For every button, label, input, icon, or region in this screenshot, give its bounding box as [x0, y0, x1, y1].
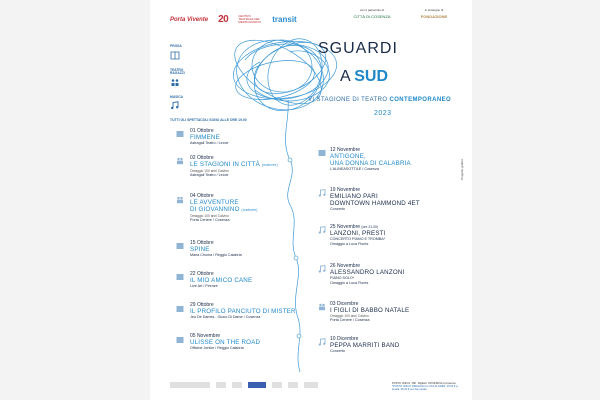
- subtitle-prefix: VI STAGIONE DI TEATRO: [308, 97, 388, 103]
- event-date: 22 Ottobre: [190, 271, 214, 277]
- event-note: (matinée): [261, 163, 278, 167]
- event-title: LANZONI, PRESTI: [330, 230, 386, 237]
- event-left-5: [190, 302, 296, 320]
- comune-crest-logo: CITTÀ DI COSENZA: [353, 14, 391, 19]
- event-title: FIMMENE: [190, 134, 220, 141]
- event-date: 29 Ottobre: [190, 302, 214, 308]
- event-date: 03 Dicembre: [330, 301, 359, 307]
- event-venue: Mana Chuma / Reggio Calabria: [190, 253, 242, 257]
- event-date: 26 Novembre: [330, 263, 361, 269]
- book-icon: [176, 130, 184, 138]
- music-note-icon: [318, 338, 326, 346]
- event-date: 19 Novembre: [330, 187, 361, 193]
- event-left-2: [190, 193, 258, 223]
- header-logos: [170, 14, 297, 25]
- event-title-2: DOWNTOWN HAMMOND 4ET: [330, 200, 420, 207]
- event-date: 15 Ottobre: [190, 240, 214, 246]
- event-right-0: [330, 147, 411, 172]
- event-note: (ore 21.00): [361, 225, 378, 229]
- event-subtitle: CONCERTO PIANO E TROMBA*: [330, 237, 386, 241]
- event-title: ANTIGONE,: [330, 153, 366, 160]
- event-venue: L'ALINEASOTTILE / Cosenza: [330, 167, 379, 171]
- children-icon: [176, 157, 184, 165]
- title-line2: [340, 68, 388, 86]
- sponsor-logo: [170, 382, 210, 388]
- music-note-icon: [170, 101, 180, 110]
- legend-musica-label: MUSICA: [170, 94, 184, 99]
- event-title: LE AVVENTURE: [190, 199, 239, 206]
- event-venue: Omaggio a Luca Flores: [330, 241, 369, 246]
- event-title: LE STAGIONI IN CITTÀ: [190, 161, 260, 168]
- event-date: 05 Novembre: [190, 333, 221, 339]
- partner-comune: [350, 8, 394, 19]
- fondazione-logo: FONDAZIONE: [420, 14, 448, 19]
- subtitle-bold: CONTEMPORANEO: [389, 97, 452, 103]
- partner-caption: in sostegno di: [424, 8, 444, 12]
- event-title: ULISSE ON THE ROAD: [190, 339, 261, 346]
- event-left-1: [190, 155, 278, 178]
- event-date: 10 Dicembre: [330, 336, 359, 342]
- event-right-4: [330, 301, 409, 323]
- book-icon: [318, 149, 326, 157]
- event-subtitle: PIANO SOLO*: [330, 276, 355, 280]
- book-icon: [170, 51, 180, 60]
- category-legend: [170, 45, 190, 119]
- vertical-credit: Progetto grafico: [460, 158, 464, 180]
- eu-flag-logo: [248, 382, 266, 388]
- event-right-5: [330, 336, 400, 354]
- event-venue: Officine Jonike / Reggio Calabria: [190, 346, 244, 350]
- music-note-icon: [318, 189, 326, 197]
- event-venue: Concerto: [330, 349, 345, 353]
- event-title: ALESSANDRO LANZONI: [330, 269, 405, 276]
- showtime-note: TUTTI GLI SPETTACOLI SONO ALLE ORE 19.00: [170, 118, 247, 122]
- transit-logo: transit: [272, 15, 297, 24]
- footer-sponsor-logos: [170, 382, 318, 388]
- ticket-info: [392, 382, 464, 392]
- event-title: IL MIO AMICO CANE: [190, 277, 253, 284]
- ticket-info-line2: *POSTO UNICO OMAGGIO A LUCA FLORES: 15,00 € a serata, 25,00 € per due serate: [392, 385, 458, 392]
- title-line2-a: A: [340, 68, 350, 85]
- event-venue: Concerto: [330, 207, 345, 211]
- children-icon: [170, 78, 180, 87]
- music-note-icon: [318, 265, 326, 273]
- sponsor-logo: [288, 382, 298, 388]
- event-note: (matinée): [241, 208, 258, 212]
- event-title: SPINE: [190, 246, 210, 253]
- poster: [150, 0, 472, 400]
- sponsor-logo: [232, 382, 242, 388]
- partner-logos: [350, 8, 456, 19]
- season-subtitle: [308, 97, 451, 103]
- partner-caption: con il patrocinio di: [359, 8, 384, 12]
- event-title-2: DI GIOVANNINO: [190, 206, 240, 213]
- book-icon: [176, 242, 184, 250]
- porta-vivente-logo: Porta Vivente: [170, 16, 209, 23]
- event-detail: Omaggio 100 anni Calvino: [190, 214, 229, 218]
- book-icon: [176, 305, 184, 313]
- ticket-info-line1: POSTO UNICO: 15€ · Biglietti: 3470345214 a Cosenza: [392, 382, 456, 385]
- centro-teatrale-logo: CENTRO TEATRALE DEL MEZZOGIORNO: [238, 13, 261, 25]
- event-right-3: [330, 263, 404, 285]
- sponsor-logo: [272, 382, 282, 388]
- title-line2-b: SUD: [354, 68, 389, 85]
- event-date: 02 Ottobre: [190, 155, 214, 161]
- event-venue: Astragali Teatro / Lecce: [190, 173, 229, 178]
- legend-prosa-label: PROSA: [170, 44, 182, 48]
- event-venue: Jeu De Dames - Gioco Di Dame / Cosenza: [190, 315, 261, 319]
- event-venue: Porta Cenere / Cosenza: [330, 318, 370, 323]
- event-venue: Porta Cenere / Cosenza: [190, 218, 230, 223]
- partner-fondazione: [412, 8, 456, 19]
- event-title-2: UNA DONNA DI CALABRIA: [330, 160, 411, 167]
- event-left-0: [190, 128, 228, 146]
- twenty-years-logo: 20: [218, 14, 229, 25]
- event-left-4: [190, 271, 252, 289]
- event-venue: Live Art / Firenze: [190, 284, 218, 288]
- event-left-6: [190, 333, 260, 351]
- event-title: PEPPA MARRITI BAND: [330, 342, 400, 349]
- sponsor-logo: [304, 382, 318, 388]
- book-icon: [176, 336, 184, 344]
- event-title-row: [190, 161, 278, 169]
- season-year: 2023: [374, 110, 392, 117]
- music-note-icon: [318, 226, 326, 234]
- event-venue: Astragali Teatro / Lecce: [190, 141, 229, 145]
- event-title: IL PROFILO PANCIUTO DI MISTER: [190, 308, 296, 315]
- event-title-row: [190, 206, 258, 214]
- children-icon: [318, 303, 326, 311]
- event-date: 01 Ottobre: [190, 128, 214, 134]
- event-date: 25 Novembre: [330, 224, 361, 230]
- legend-teatro-ragazzi-label: TEATRO RAGAZZI: [170, 67, 185, 76]
- event-date: 12 Novembre: [330, 147, 361, 153]
- event-right-1: [330, 187, 420, 212]
- children-icon: [176, 196, 184, 204]
- event-right-2: [330, 224, 386, 246]
- event-title: I FIGLI DI BABBO NATALE: [330, 307, 410, 314]
- book-icon: [176, 273, 184, 281]
- event-date: 04 Ottobre: [190, 193, 214, 199]
- event-title: EMILIANO PARI: [330, 193, 378, 200]
- event-detail: Omaggio 100 anni Calvino: [330, 314, 369, 318]
- title-line1: SGUARDI: [318, 40, 398, 57]
- sponsor-logo: [216, 382, 226, 388]
- event-detail: Omaggio 100 anni Calvino: [190, 169, 229, 173]
- event-left-3: [190, 240, 242, 258]
- event-venue: Omaggio a Luca Flores: [330, 280, 369, 285]
